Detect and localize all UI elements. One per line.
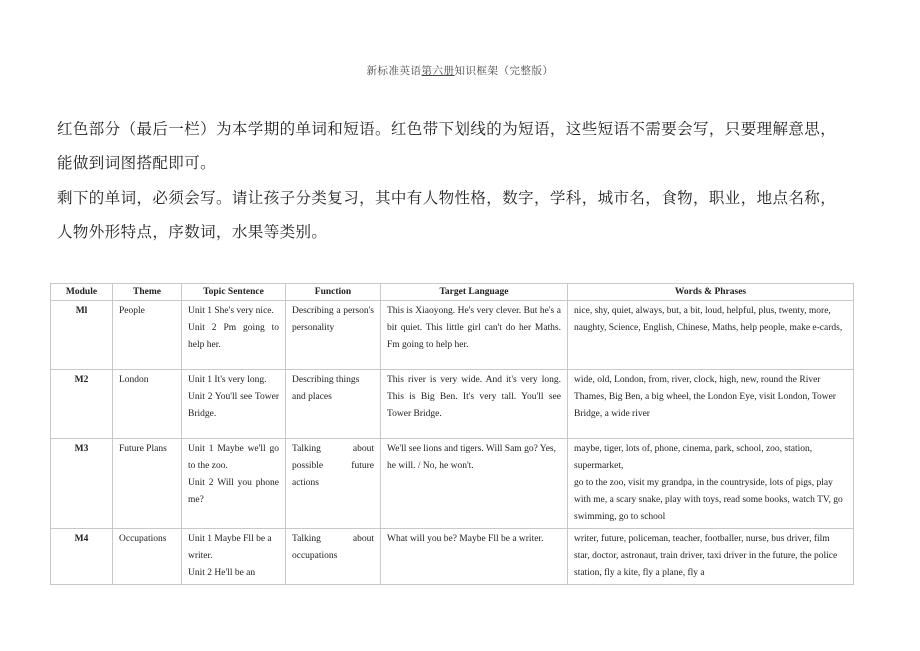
intro-paragraph-1: 红色部分（最后一栏）为本学期的单词和短语。红色带下划线的为短语，这些短语不需要会写，只要理解意思，能做到词图搭配即可。 <box>57 120 837 172</box>
title-prefix: 新标准英语 <box>366 65 422 77</box>
topic-sentence: Unit 2 He'll be an <box>188 568 256 578</box>
topic-cell <box>182 529 286 585</box>
function-cell: Talking about possible future actions <box>286 439 381 529</box>
topic-sentence: Unit 1 Maybe Fll be a writer. <box>188 534 272 561</box>
target-language-cell: This is Xiaoyong. He's very clever. But he's a bit quiet. This little girl can't do her Maths. Fm going to help her. <box>381 301 568 370</box>
table-row <box>51 370 854 439</box>
header-function: Function <box>286 284 381 301</box>
target-language-cell: This river is very wide. And it's very long. This is Big Ben. It's very tall. You'll see Tower Bridge. <box>381 370 568 439</box>
topic-cell <box>182 301 286 370</box>
phrases-list: go to the zoo, visit my grandpa, in the countryside, lots of pigs, play with me, a scary snake, play with toys, read some books, watch TV, go swimming, go to school <box>574 478 843 522</box>
words-cell <box>568 439 854 529</box>
function-cell: Describing a person's personality <box>286 301 381 370</box>
document-title <box>0 63 920 78</box>
header-words-phrases: Words & Phrases <box>568 284 854 301</box>
target-language-cell: What will you be? Maybe Fll be a writer. <box>381 529 568 585</box>
topic-sentence: Unit 2 You'll see Tower Bridge. <box>188 392 279 419</box>
table-row <box>51 301 854 370</box>
words-cell: writer, future, policeman, teacher, footballer, nurse, bus driver, film star, doctor, astronaut, train driver, taxi driver in the future, the police station, fly a kite, fly a plane, fly a <box>568 529 854 585</box>
words-list: maybe, tiger, lots of, phone, cinema, park, school, zoo, station, supermarket, <box>574 444 813 471</box>
theme-cell: Occupations <box>113 529 182 585</box>
intro-paragraph-2: 剩下的单词，必须会写。请让孩子分类复习，其中有人物性格，数字，学科，城市名，食物，职业，地点名称，人物外形特点，序数词，水果等类别。 <box>57 189 837 241</box>
header-target-language: Target Language <box>381 284 568 301</box>
topic-sentence: Unit 2 Will you phone me? <box>188 478 279 505</box>
words-cell: nice, shy, quiet, always, but, a bit, loud, helpful, plus, twenty, more, naughty, Science, English, Chinese, Maths, help people, make e-cards, <box>568 301 854 370</box>
module-cell: M4 <box>51 529 113 585</box>
theme-cell: Future Plans <box>113 439 182 529</box>
topic-sentence: Unit 1 It's very long. <box>188 375 267 385</box>
title-suffix: 知识框架（完整版） <box>454 65 554 77</box>
table-row <box>51 529 854 585</box>
module-cell: M2 <box>51 370 113 439</box>
theme-cell: London <box>113 370 182 439</box>
header-theme: Theme <box>113 284 182 301</box>
knowledge-framework-table <box>50 283 854 585</box>
function-cell: Describing things and places <box>286 370 381 439</box>
topic-sentence: Unit 1 She's very nice. <box>188 306 274 316</box>
words-cell: wide, old, London, from, river, clock, high, new, round the River Thames, Big Ben, a big wheel, the London Eye, visit London, Tower Bridge, a wide river <box>568 370 854 439</box>
topic-cell <box>182 370 286 439</box>
topic-sentence: Unit 1 Maybe we'll go to the zoo. <box>188 444 279 471</box>
topic-sentence: Unit 2 Pm going to help her. <box>188 323 279 350</box>
target-language-cell: We'll see lions and tigers. Will Sam go? Yes, he will. / No, he won't. <box>381 439 568 529</box>
module-cell: Ml <box>51 301 113 370</box>
title-underlined: 第六册 <box>421 65 455 77</box>
module-cell: M3 <box>51 439 113 529</box>
header-module: Module <box>51 284 113 301</box>
topic-cell <box>182 439 286 529</box>
table-header-row <box>51 284 854 301</box>
table-row <box>51 439 854 529</box>
function-cell: Talking about occupations <box>286 529 381 585</box>
header-topic-sentence: Topic Sentence <box>182 284 286 301</box>
theme-cell: People <box>113 301 182 370</box>
